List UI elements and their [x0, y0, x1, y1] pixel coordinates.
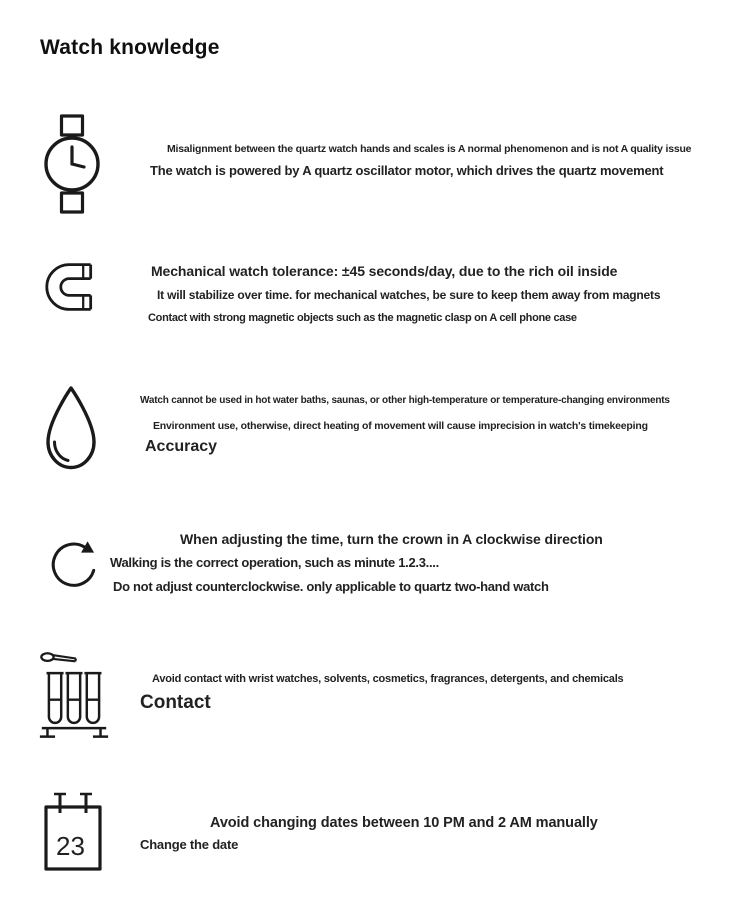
water-drop-icon	[42, 385, 100, 473]
section-text: Misalignment between the quartz watch hands and scales is A normal phenomenon and is not A quality issue	[167, 143, 692, 155]
section-text: Avoid contact with wrist watches, solvents, cosmetics, fragrances, detergents, and chemicals	[152, 673, 624, 685]
section-heading: Change the date	[140, 837, 239, 852]
section-text: Watch cannot be used in hot water baths, saunas, or other high-temperature or temperature-changing environments	[140, 395, 670, 406]
section-text: Contact with strong magnetic objects such as the magnetic clasp on A cell phone case	[148, 312, 577, 324]
calendar-day-number: 23	[56, 831, 85, 861]
page-title: Watch knowledge	[40, 36, 220, 59]
section-adjust-time	[0, 518, 750, 608]
section-text: It will stabilize over time. for mechanical watches, be sure to keep them away from magnets	[157, 288, 661, 302]
section-text: Walking is the correct operation, such as minute 1.2.3....	[110, 555, 439, 570]
calendar-icon	[42, 789, 104, 875]
magnet-icon	[44, 260, 100, 314]
section-heading: Contact	[140, 692, 211, 713]
section-magnetism	[0, 250, 750, 340]
clockwise-rotation-icon	[44, 528, 104, 594]
section-text: Avoid changing dates between 10 PM and 2 AM manually	[210, 815, 598, 831]
section-text: Mechanical watch tolerance: ±45 seconds/day, due to the rich oil inside	[151, 263, 618, 279]
section-accuracy	[0, 378, 750, 488]
section-text: The watch is powered by A quartz oscillator motor, which drives the quartz movement	[150, 163, 664, 178]
section-text: Environment use, otherwise, direct heating of movement will cause imprecision in watch's timekeeping	[153, 420, 648, 432]
section-change-date	[0, 783, 750, 883]
chemicals-test-tubes-icon	[38, 644, 110, 744]
section-text: When adjusting the time, turn the crown in A clockwise direction	[180, 531, 603, 547]
wristwatch-icon	[44, 114, 100, 214]
section-contact	[0, 640, 750, 750]
section-heading: Accuracy	[145, 438, 218, 455]
section-quartz-movement	[0, 110, 750, 230]
section-text: Do not adjust counterclockwise. only applicable to quartz two-hand watch	[113, 579, 549, 594]
